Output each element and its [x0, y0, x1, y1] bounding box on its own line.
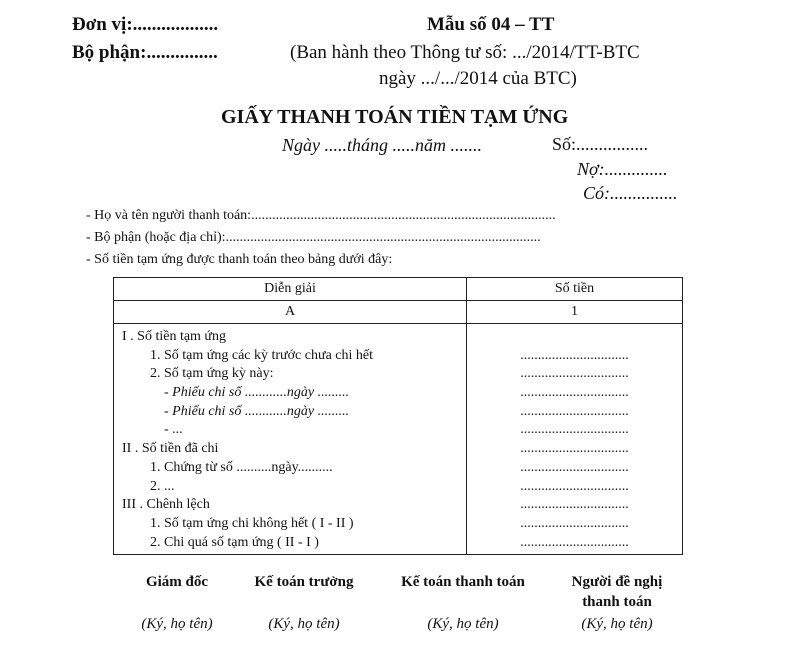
- credit-field: Có:...............: [583, 183, 678, 203]
- table-row-description: 2. Chi quá số tạm ứng ( II - I ): [150, 534, 319, 550]
- form-number: Mẫu số 04 – TT: [427, 14, 555, 35]
- table-row-description: 2. ...: [150, 478, 175, 494]
- signature-payment-accountant: [383, 572, 543, 632]
- payer-name-field: - Họ và tên người thanh toán:.......................................................................................: [86, 208, 556, 223]
- issued-by: (Ban hành theo Thông tư số: .../2014/TT-BTC: [290, 42, 640, 63]
- table-row-description: - Phiếu chi số ............ngày .........: [164, 403, 350, 419]
- table-row-amount: ...............................: [520, 441, 629, 457]
- signature-role: Kế toán thanh toán: [401, 574, 525, 590]
- table-row-amount: ...............................: [520, 478, 629, 494]
- signature-role-line2: thanh toán: [582, 594, 652, 610]
- table-row-amount: ...............................: [520, 422, 629, 438]
- amount-header: Số tiền: [467, 278, 683, 301]
- table-row-amount: ...............................: [520, 403, 629, 419]
- department-label: Bộ phận:...............: [72, 42, 218, 63]
- table-row-description: 1. Chứng từ số ..........ngày..........: [150, 459, 333, 475]
- table-code-row: [114, 301, 683, 324]
- advance-amount-intro: - Số tiền tạm ứng được thanh toán theo bảng dưới đây:: [86, 252, 393, 267]
- table-row-description: I . Số tiền tạm ứng: [122, 329, 227, 344]
- date-line: Ngày .....tháng .....năm .......: [282, 135, 482, 155]
- table-row-description: - Phiếu chi số ............ngày .........: [164, 385, 350, 401]
- signature-requester: [537, 572, 697, 632]
- table-row-amount: ...............................: [520, 497, 629, 513]
- table-body-row: [114, 324, 683, 555]
- description-header: Diễn giải: [114, 278, 467, 301]
- document-title: GIẤY THANH TOÁN TIỀN TẠM ỨNG: [221, 106, 569, 128]
- table-row-amount: [473, 328, 676, 347]
- table-row-description: III . Chênh lệch: [122, 497, 210, 513]
- table-row-description: - ...: [164, 422, 183, 438]
- department-address-field: - Bộ phận (hoặc địa chỉ):..........................................................................................: [86, 230, 541, 245]
- table-row-amount: ...............................: [520, 385, 629, 401]
- signature-role: Kế toán trưởng: [254, 574, 354, 590]
- table-row-description: 1. Số tạm ứng chi không hết ( I - II ): [150, 515, 354, 531]
- signature-note: (Ký, họ tên): [581, 616, 653, 632]
- table-row-amount: ...............................: [520, 534, 629, 550]
- description-column: [114, 324, 467, 555]
- table-header-row: [114, 278, 683, 301]
- table-row-amount: ...............................: [520, 366, 629, 382]
- unit-label: Đơn vị:..................: [72, 14, 219, 35]
- signature-chief-accountant: [224, 572, 384, 632]
- table-row-amount: ...............................: [520, 515, 629, 531]
- signature-note: (Ký, họ tên): [268, 616, 340, 632]
- signature-note: (Ký, họ tên): [427, 616, 499, 632]
- number-field: Số:................: [552, 134, 649, 154]
- issued-date: ngày .../.../2014 của BTC): [379, 68, 577, 89]
- settlement-table: [113, 277, 683, 555]
- table-row-description: II . Số tiền đã chi: [122, 441, 219, 457]
- amount-code: 1: [467, 301, 683, 324]
- signature-note: (Ký, họ tên): [141, 616, 213, 632]
- table-row-amount: ...............................: [520, 459, 629, 475]
- table-row-amount: ...............................: [520, 347, 629, 363]
- amount-column: [467, 324, 683, 555]
- table-row-description: 1. Số tạm ứng các kỳ trước chưa chi hết: [150, 347, 373, 363]
- debit-field: Nợ:..............: [577, 159, 668, 179]
- signature-role: Giám đốc: [145, 574, 209, 590]
- signature-role: Người đề nghị: [571, 574, 663, 590]
- table-row-description: 2. Số tạm ứng kỳ này:: [150, 366, 274, 382]
- description-code: A: [114, 301, 467, 324]
